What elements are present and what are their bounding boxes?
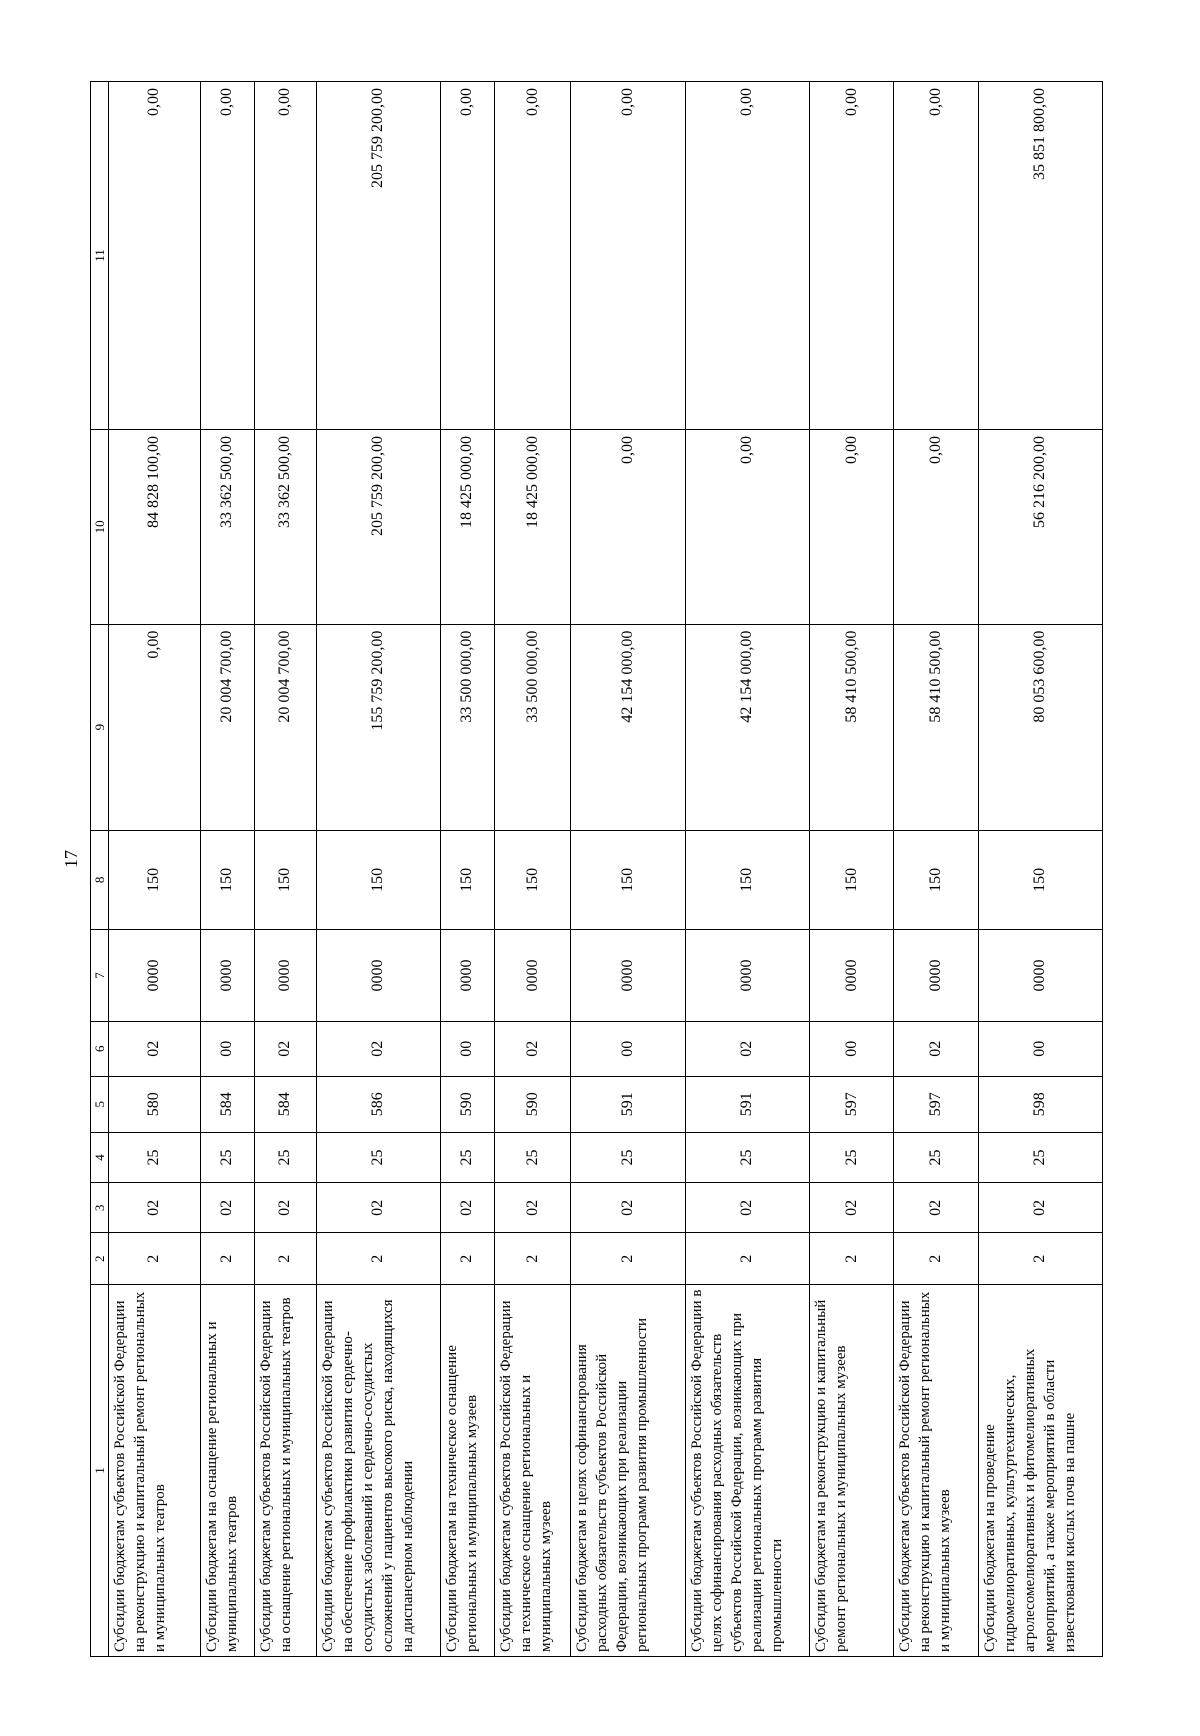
table-body (91, 82, 1103, 1657)
code-cell: 00 (809, 1021, 893, 1076)
code-cell: 580 (109, 1076, 201, 1132)
code-cell: 25 (440, 1132, 494, 1182)
code-cell: 150 (440, 830, 494, 930)
code-cell: 02 (894, 1021, 978, 1076)
column-number: 10 (91, 430, 109, 625)
code-cell: 590 (440, 1076, 494, 1132)
amount-cell: 33 362 500,00 (255, 430, 317, 625)
code-cell: 584 (200, 1076, 254, 1132)
amount-cell: 80 053 600,00 (978, 624, 1102, 830)
code-cell: 0000 (978, 930, 1102, 1022)
code-cell: 25 (894, 1132, 978, 1182)
amount-cell: 0,00 (571, 430, 686, 625)
code-cell: 2 (255, 1233, 317, 1285)
code-cell: 02 (316, 1021, 440, 1076)
code-cell: 597 (809, 1076, 893, 1132)
code-cell: 02 (109, 1183, 201, 1233)
code-cell: 150 (200, 830, 254, 930)
code-cell: 0000 (495, 930, 571, 1022)
amount-cell: 20 004 700,00 (255, 624, 317, 830)
column-number: 11 (91, 82, 109, 430)
amount-cell: 58 410 500,00 (809, 624, 893, 830)
amount-cell: 0,00 (894, 82, 978, 430)
amount-cell: 0,00 (255, 82, 317, 430)
code-cell: 02 (255, 1021, 317, 1076)
code-cell: 590 (495, 1076, 571, 1132)
code-cell: 25 (255, 1132, 317, 1182)
code-cell: 25 (809, 1132, 893, 1182)
amount-cell: 0,00 (495, 82, 571, 430)
row-name-cell: Субсидии бюджетам на реконструкцию и капитальный ремонт региональных и муниципальных музеев (809, 1285, 893, 1657)
amount-cell: 0,00 (809, 82, 893, 430)
code-cell: 591 (685, 1076, 809, 1132)
table-row (440, 82, 494, 1657)
amount-cell: 58 410 500,00 (894, 624, 978, 830)
code-cell: 02 (109, 1021, 201, 1076)
column-number: 4 (91, 1132, 109, 1182)
amount-cell: 155 759 200,00 (316, 624, 440, 830)
code-cell: 00 (200, 1021, 254, 1076)
code-cell: 2 (316, 1233, 440, 1285)
code-cell: 25 (316, 1132, 440, 1182)
code-cell: 2 (978, 1233, 1102, 1285)
amount-cell: 18 425 000,00 (495, 430, 571, 625)
code-cell: 150 (571, 830, 686, 930)
code-cell: 02 (685, 1183, 809, 1233)
amount-cell: 0,00 (109, 82, 201, 430)
code-cell: 2 (200, 1233, 254, 1285)
code-cell: 150 (495, 830, 571, 930)
code-cell: 150 (255, 830, 317, 930)
table-row (200, 82, 254, 1657)
column-number: 7 (91, 930, 109, 1022)
code-cell: 02 (685, 1021, 809, 1076)
code-cell: 2 (894, 1233, 978, 1285)
table-row (571, 82, 686, 1657)
table-row (316, 82, 440, 1657)
code-cell: 0000 (809, 930, 893, 1022)
code-cell: 0000 (685, 930, 809, 1022)
code-cell: 25 (978, 1132, 1102, 1182)
column-number: 9 (91, 624, 109, 830)
code-cell: 00 (571, 1021, 686, 1076)
budget-table-container (90, 81, 1103, 1657)
code-cell: 0000 (109, 930, 201, 1022)
amount-cell: 205 759 200,00 (316, 82, 440, 430)
table-row (495, 82, 571, 1657)
row-name-cell: Субсидии бюджетам субъектов Российской Федерации на оснащение региональных и муниципальных театров (255, 1285, 317, 1657)
amount-cell: 0,00 (685, 82, 809, 430)
code-cell: 2 (685, 1233, 809, 1285)
column-number: 3 (91, 1183, 109, 1233)
row-name-cell: Субсидии бюджетам на проведение гидромелиоративных, культуртехнических, агролесомелиоративных и фитомелиоративных мероприятий, а также мероприятий в области известкования кислых почв на пашне (978, 1285, 1102, 1657)
amount-cell: 18 425 000,00 (440, 430, 494, 625)
code-cell: 02 (978, 1183, 1102, 1233)
code-cell: 591 (571, 1076, 686, 1132)
amount-cell: 0,00 (571, 82, 686, 430)
code-cell: 25 (495, 1132, 571, 1182)
column-number-row (91, 82, 109, 1657)
code-cell: 150 (316, 830, 440, 930)
amount-cell: 33 500 000,00 (495, 624, 571, 830)
code-cell: 02 (571, 1183, 686, 1233)
code-cell: 02 (894, 1183, 978, 1233)
row-name-cell: Субсидии бюджетам на оснащение региональных и муниципальных театров (200, 1285, 254, 1657)
code-cell: 02 (495, 1183, 571, 1233)
code-cell: 02 (255, 1183, 317, 1233)
code-cell: 586 (316, 1076, 440, 1132)
code-cell: 2 (571, 1233, 686, 1285)
row-name-cell: Субсидии бюджетам на техническое оснащение региональных и муниципальных музеев (440, 1285, 494, 1657)
code-cell: 0000 (440, 930, 494, 1022)
code-cell: 00 (440, 1021, 494, 1076)
column-number: 8 (91, 830, 109, 930)
code-cell: 00 (978, 1021, 1102, 1076)
code-cell: 598 (978, 1076, 1102, 1132)
code-cell: 02 (809, 1183, 893, 1233)
code-cell: 584 (255, 1076, 317, 1132)
amount-cell: 0,00 (440, 82, 494, 430)
table-row (978, 82, 1102, 1657)
code-cell: 25 (685, 1132, 809, 1182)
code-cell: 2 (495, 1233, 571, 1285)
amount-cell: 0,00 (200, 82, 254, 430)
table-row (255, 82, 317, 1657)
code-cell: 2 (440, 1233, 494, 1285)
amount-cell: 42 154 000,00 (685, 624, 809, 830)
amount-cell: 56 216 200,00 (978, 430, 1102, 625)
amount-cell: 0,00 (685, 430, 809, 625)
code-cell: 25 (571, 1132, 686, 1182)
table-row (894, 82, 978, 1657)
code-cell: 02 (495, 1021, 571, 1076)
code-cell: 150 (894, 830, 978, 930)
amount-cell: 0,00 (894, 430, 978, 625)
code-cell: 02 (440, 1183, 494, 1233)
column-number: 6 (91, 1021, 109, 1076)
column-number: 2 (91, 1233, 109, 1285)
amount-cell: 33 500 000,00 (440, 624, 494, 830)
row-name-cell: Субсидии бюджетам субъектов Российской Федерации в целях софинансирования расходных обязательств субъектов Российской Федерации, возникающих при реализации региональных программ развития промышленности (685, 1285, 809, 1657)
row-name-cell: Субсидии бюджетам субъектов Российской Федерации на реконструкцию и капитальный ремонт региональных и муниципальных музеев (894, 1285, 978, 1657)
code-cell: 0000 (571, 930, 686, 1022)
amount-cell: 20 004 700,00 (200, 624, 254, 830)
code-cell: 0000 (894, 930, 978, 1022)
amount-cell: 42 154 000,00 (571, 624, 686, 830)
code-cell: 2 (809, 1233, 893, 1285)
amount-cell: 0,00 (809, 430, 893, 625)
column-number: 5 (91, 1076, 109, 1132)
code-cell: 02 (200, 1183, 254, 1233)
table-row (685, 82, 809, 1657)
code-cell: 2 (109, 1233, 201, 1285)
row-name-cell: Субсидии бюджетам субъектов Российской Федерации на обеспечение профилактики развития сердечно-сосудистых заболеваний и сердечно-сосудистых осложнений у пациентов высокого риска, находящихся на диспансерном наблюдении (316, 1285, 440, 1657)
code-cell: 25 (109, 1132, 201, 1182)
page-number: 17 (61, 850, 81, 868)
code-cell: 150 (109, 830, 201, 930)
code-cell: 150 (978, 830, 1102, 930)
amount-cell: 35 851 800,00 (978, 82, 1102, 430)
code-cell: 0000 (200, 930, 254, 1022)
budget-table (90, 81, 1103, 1657)
table-row (109, 82, 201, 1657)
row-name-cell: Субсидии бюджетам субъектов Российской Федерации на реконструкцию и капитальный ремонт региональных и муниципальных театров (109, 1285, 201, 1657)
amount-cell: 84 828 100,00 (109, 430, 201, 625)
amount-cell: 205 759 200,00 (316, 430, 440, 625)
row-name-cell: Субсидии бюджетам субъектов Российской Федерации на техническое оснащение региональных и муниципальных музеев (495, 1285, 571, 1657)
code-cell: 02 (316, 1183, 440, 1233)
code-cell: 150 (809, 830, 893, 930)
table-row (809, 82, 893, 1657)
row-name-cell: Субсидии бюджетам в целях софинансирования расходных обязательств субъектов Российской Федерации, возникающих при реализации региональных программ развития промышленности (571, 1285, 686, 1657)
column-number: 1 (91, 1285, 109, 1657)
code-cell: 597 (894, 1076, 978, 1132)
code-cell: 0000 (316, 930, 440, 1022)
code-cell: 0000 (255, 930, 317, 1022)
code-cell: 150 (685, 830, 809, 930)
amount-cell: 33 362 500,00 (200, 430, 254, 625)
code-cell: 25 (200, 1132, 254, 1182)
amount-cell: 0,00 (109, 624, 201, 830)
